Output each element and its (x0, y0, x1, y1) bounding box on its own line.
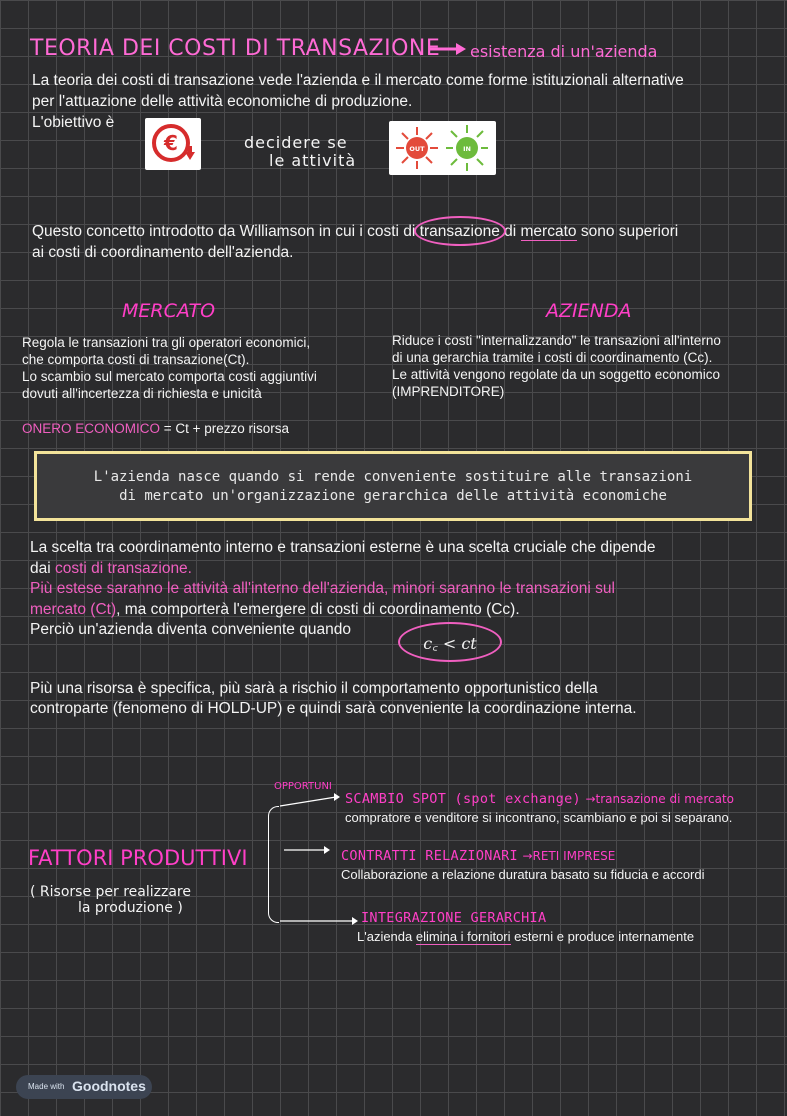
intro-paragraph: La teoria dei costi di transazione vede l'azienda e il mercato come forme istituzionali alternative per l'attuazione delle attività economiche di produzione. L'obiettivo è (32, 72, 684, 131)
list-item-integrazione: INTEGRAZIONE GERARCHIA L'azienda elimina i fornitori esterni e produce internamente (357, 910, 695, 944)
goodnotes-badge: Made with Goodnotes (16, 1075, 152, 1099)
specific-paragraph: Più una risorsa è specifica, più sarà a rischio il comportamento opportunistico della controparte (fenomeno di HOLD-UP) e quindi sarà conveniente la coordinazione interna. (30, 680, 637, 717)
outsourcing-insourcing-icon (389, 121, 496, 175)
arrow-right-icon: → (585, 792, 596, 806)
page-title: TEORIA DEI COSTI DI TRANSAZIONE (30, 36, 441, 61)
svg-text:OUT: OUT (409, 145, 425, 153)
arrow-right-icon (428, 40, 468, 58)
arrow-right-icon: → (522, 849, 533, 863)
euro-cost-icon (145, 118, 201, 170)
onere-economico: ONERO ECONOMICO = Ct + prezzo risorsa (22, 421, 290, 436)
decide-note: decidere se le attività (244, 133, 357, 170)
azienda-heading: AZIENDA (546, 300, 632, 322)
transazione-highlight: transazione (420, 223, 500, 240)
svg-text:€: € (164, 131, 178, 155)
cost-formula: c꜀ < ct (423, 634, 477, 653)
fattori-subtitle: ( Risorse per realizzare la produzione ) (30, 884, 191, 916)
azienda-text: Riduce i costi "internalizzando" le transazioni all'interno di una gerarchia tramite i costi di coordinamento (Cc). Le attività vengono regolate da un soggetto economico (IMPRENDITORE) (392, 333, 721, 399)
page-subtitle: esistenza di un'azienda (470, 42, 658, 61)
mercato-text: Regola le transazioni tra gli operatori economici, che comporta costi di transazione(Ct). Lo scambio sul mercato comporta costi aggiuntivi dovuti all'incertezza di richiesta e unicità (22, 335, 317, 401)
key-definition-box: L'azienda nasce quando si rende conveniente sostituire alle transazioni di mercato un'organizzazione gerarchica delle attività economiche (34, 451, 752, 521)
williamson-paragraph: Questo concetto introdotto da Williamson in cui i costi di transazione di mercato sono superiori ai costi di coordinamento dell'azienda. (32, 221, 782, 263)
formula-oval (398, 622, 502, 662)
opportuni-tag: OPPORTUNI (274, 781, 332, 792)
list-item-spot: SCAMBIO SPOT (spot exchange) →transazione di mercato compratore e venditore si incontrano, scambiano e poi si separano. (345, 791, 734, 825)
choice-paragraph: La scelta tra coordinamento interno e transazioni esterne è una scelta cruciale che dipende dai costi di transazione. Più estese saranno le attività all'interno dell'azienda, minori saranno le transazioni sul mercato (Ct), ma comporterà l'emergere di costi di coordinamento (Cc). Perciò un'azienda diventa conveniente quando (30, 539, 656, 638)
list-item-contratti: CONTRATTI RELAZIONARI →RETI IMPRESE Collaborazione a relazione duratura basato su fiducia e accordi (341, 848, 705, 882)
svg-text:IN: IN (463, 145, 471, 153)
mercato-heading: MERCATO (122, 300, 216, 322)
fattori-title: FATTORI PRODUTTIVI (28, 846, 248, 870)
